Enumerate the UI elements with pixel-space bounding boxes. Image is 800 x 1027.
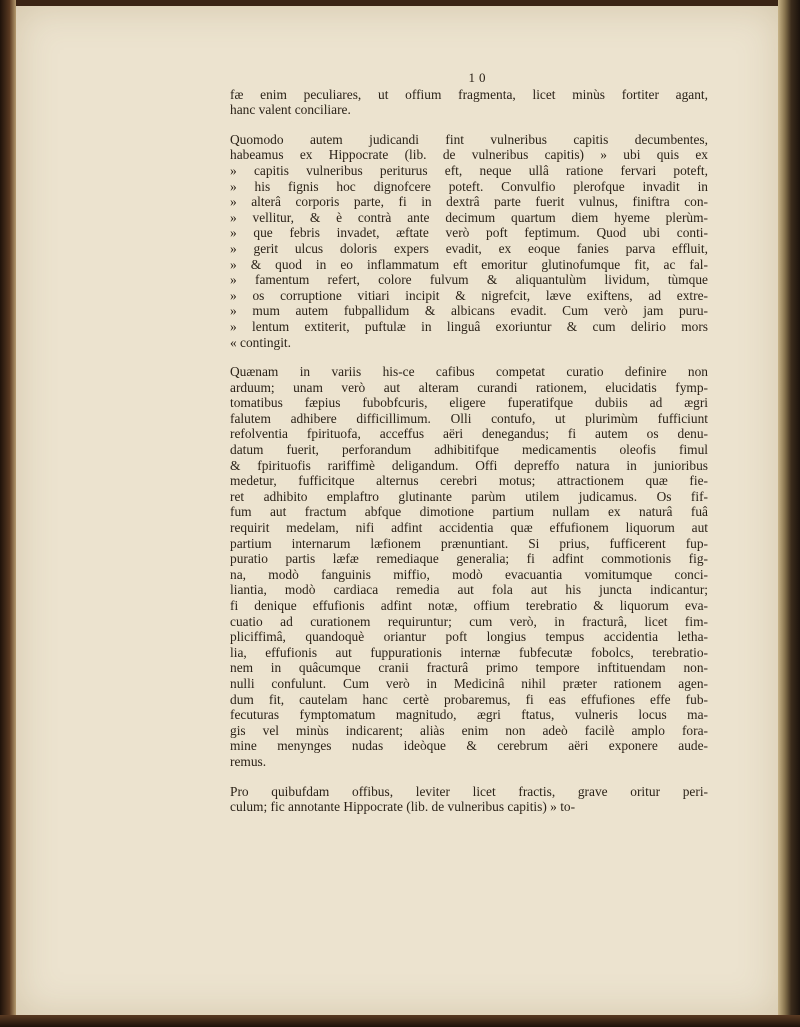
- text-line: » lentum extiterit, puftulæ in linguâ exoriuntur & cum delirio mors: [230, 318, 708, 334]
- text-line: habeamus ex Hippocrate (lib. de vulneribus capitis) » ubi quis ex: [230, 147, 708, 163]
- text-line: » capitis vulneribus periturus eft, neque ullâ ratione fervari poteft,: [230, 162, 708, 178]
- text-line: gis vel minùs indicarent; aliàs enim non adeò facilè amplo fora-: [230, 722, 708, 738]
- text-line: lia, effufionis aut fuppurationis internæ fubfecutæ fobolcs, terebratio-: [230, 644, 708, 660]
- paragraph: [230, 784, 708, 815]
- paragraph: [230, 364, 708, 769]
- text-line: culum; fic annotante Hippocrate (lib. de vulneribus capitis) » to-: [230, 799, 576, 815]
- paragraphs: [230, 87, 708, 815]
- text-line: datum fuerit, perforandum adhibitifque medicamentis oleofis fimul: [230, 442, 708, 458]
- text-line: nem in quâcumque cranii fracturâ primo tempore inftituendam non-: [230, 660, 708, 676]
- page-number: 10: [468, 70, 490, 85]
- paragraph: [230, 87, 708, 118]
- text-line: ret adhibito emplaftro glutinante parùm utilem judicamus. Os fif-: [230, 488, 708, 504]
- page-edge-right: [778, 0, 800, 1027]
- text-line: & fpirituofis rariffimè deligandum. Offi depreffo natura in junioribus: [230, 457, 708, 473]
- text-line: » mum autem fubpallidum & albicans evadit. Cum verò jam puru-: [230, 303, 708, 319]
- text-line: dum fit, cautelam hanc certè probaremus, fi eas effufiones effe fub-: [230, 691, 708, 707]
- text-line: Quomodo autem judicandi fint vulneribus capitis decumbentes,: [230, 131, 708, 147]
- text-line: » alterâ corporis parte, fi in dextrâ parte fuerit vulnus, finiftra con-: [230, 194, 708, 210]
- text-line: falutem adhibere difficillimum. Olli contufo, ut plurimùm fufficiunt: [230, 410, 708, 426]
- text-line: nulli confulunt. Cum verò in Medicinâ nihil præter rationem agen-: [230, 675, 708, 691]
- text-line: fi denique effufionis adfint notæ, offium terebratio & liquorum eva-: [230, 598, 708, 613]
- text-line: liantia, modò cardiaca remedia aut fola aut his juncta indicantur;: [230, 582, 708, 598]
- binding-edge: [0, 0, 16, 1027]
- text-line: tomatibus fæpius fubobfcuris, eligere fuperatifque dubiis ad ægri: [230, 395, 708, 411]
- text-line: » his fignis hoc dignofcere poteft. Convulfio plerofque invadit in: [230, 178, 708, 194]
- text-line: hanc valent conciliare.: [230, 102, 351, 118]
- text-line: » que febris invadet, æftate verò poft feptimum. Quod ubi conti-: [230, 225, 708, 241]
- text-line: arduum; unam verò aut alteram curandi rationem, elucidatis fymp-: [230, 379, 708, 395]
- text-line: » famentum refert, colore fulvum & aliquantulùm lividum, tùmque: [230, 272, 708, 288]
- text-line: medetur, fufficitque alternus cerebri motus; attractionem quæ fie-: [230, 473, 708, 489]
- text-line: « contingit.: [230, 334, 291, 350]
- text-line: remus.: [230, 753, 267, 769]
- text-line: Pro quibufdam offibus, leviter licet fractis, grave oritur peri-: [230, 783, 708, 799]
- text-line: fum aut fractum abfque dimotione partium nullam ex naturâ fuâ: [230, 504, 708, 520]
- paragraph: [230, 132, 708, 350]
- text-line: puratio partis læfæ remediaque generalia; fi adfint commotionis fig-: [230, 551, 708, 567]
- text-line: pliciffimâ, quandoquè oriantur poft longius tempus accidentia letha-: [230, 629, 708, 645]
- text-line: cuatio ad curationem requiruntur; cum verò, in fracturâ, licet fim-: [230, 613, 708, 629]
- text-line: Quænam in variis his-ce cafibus competat curatio definire non: [230, 364, 708, 380]
- text-line: » gerit ulcus doloris expers evadit, ex eoque fanies parva effluit,: [230, 240, 708, 256]
- text-line: fecuturas fymptomatum magnitudo, ægri ftatus, vulneris locus ma-: [230, 707, 708, 723]
- text-line: » vellitur, & è contrà ante decimum quartum diem hyeme plerùm-: [230, 209, 708, 225]
- text-line: requirit medelam, nifi adfint accidentia quæ effufionem liquorum aut: [230, 520, 708, 536]
- text-line: mine menynges nudas ideòque & cerebrum aëri exponere aude-: [230, 738, 708, 754]
- page-edge-bottom: [0, 1015, 800, 1027]
- text-line: » os corruptione vitiari incipit & nigrefcit, læve exiftens, ad extre-: [230, 287, 708, 303]
- text-line: » & quod in eo inflammatum eft emoritur glutinofumque fit, ac fal-: [230, 256, 708, 272]
- page-text-block: [230, 70, 708, 829]
- text-line: refolventia fpirituofa, acceffus aëri denegandus; fi autem os denu-: [230, 426, 708, 442]
- text-line: na, modò fanguinis miffio, modò evacuantia vomitumque conci-: [230, 566, 708, 582]
- text-line: fæ enim peculiares, ut offium fragmenta, licet minùs fortiter agant,: [230, 86, 708, 102]
- text-line: partium internarum læfionem prænuntiant. Si prius, fufficerent fup-: [230, 535, 708, 551]
